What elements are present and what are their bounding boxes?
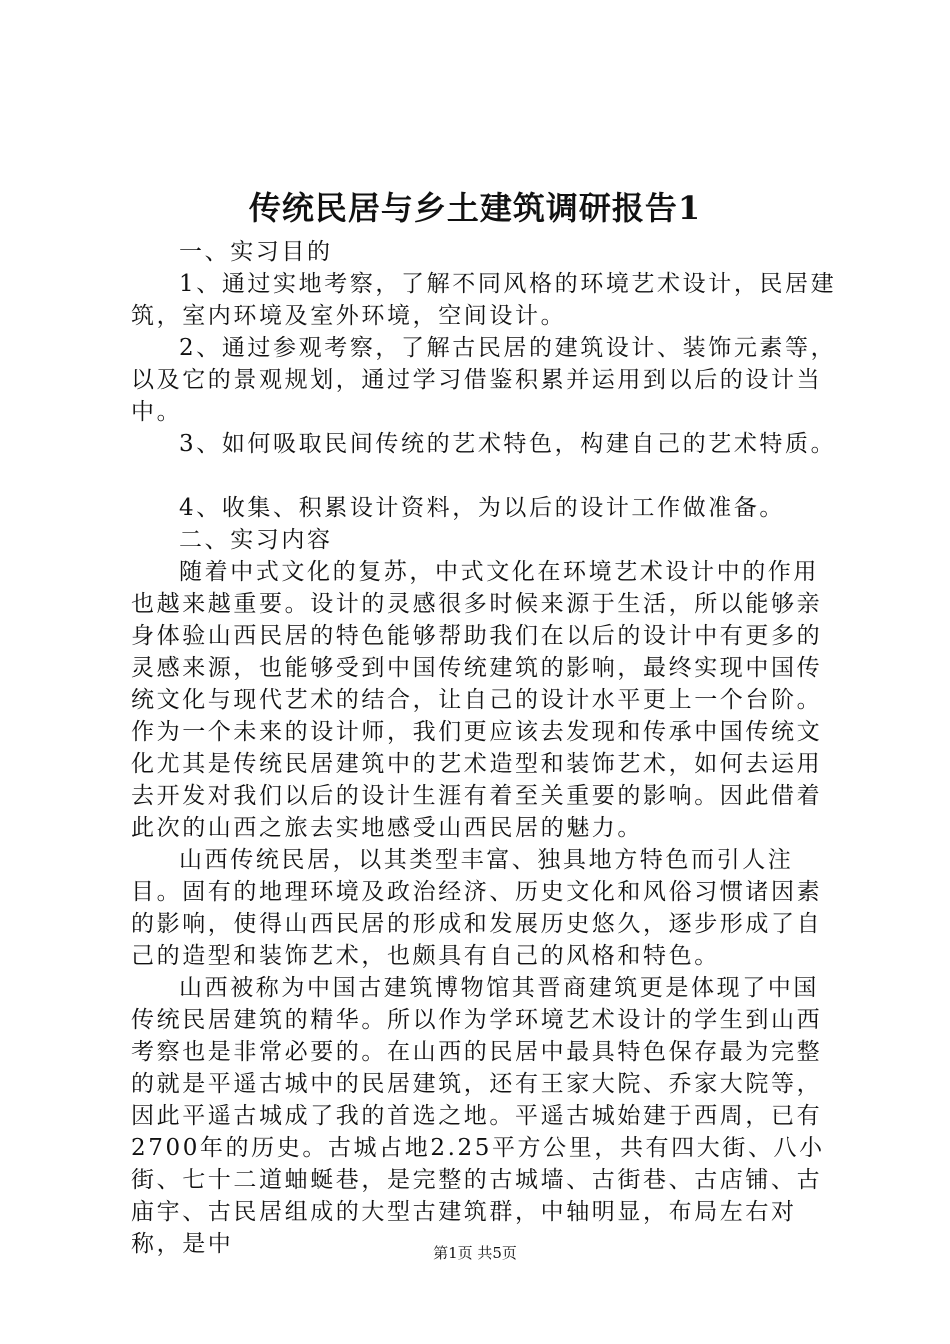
paragraph: 4、收集、积累设计资料，为以后的设计工作做准备。 [179, 495, 786, 521]
paragraph: 随着中式文化的复苏，中式文化在环境艺术设计中的作用也越来越重要。设计的灵感很多时候来源于生活，所以能够亲身体验山西民居的特色能够帮助我们在以后的设计中有更多的灵感来源，也能够受到中国传统建筑的影响，最终实现中国传统文化与现代艺术的结合，让自己的设计水平更上一个台阶。作为一个未来的设计师，我们更应该去发现和传承中国传统文化尤其是传统民居建筑中的艺术造型和装饰艺术，如何去运用去开发对我们以后的设计生涯有着至关重要的影响。因此借着此次的山西之旅去实地感受山西民居的魅力。 [131, 559, 823, 841]
paragraph: 2、通过参观考察，了解古民居的建筑设计、装饰元素等，以及它的景观规划，通过学习借鉴积累并运用到以后的设计当中。 [131, 335, 837, 425]
page-footer: 第1页 共5页 [433, 1244, 517, 1262]
paragraph: 山西传统民居，以其类型丰富、独具地方特色而引人注目。固有的地理环境及政治经济、历史文化和风俗习惯诸因素的影响，使得山西民居的形成和发展历史悠久，逐步形成了自己的造型和装饰艺术，也颇具有自己的风格和特色。 [131, 847, 823, 969]
paragraph: 山西被称为中国古建筑博物馆其晋商建筑更是体现了中国传统民居建筑的精华。所以作为学环境艺术设计的学生到山西考察也是非常必要的。在山西的民居中最具特色保存最为完整的就是平遥古城中的民居建筑，还有王家大院、乔家大院等，因此平遥古城成了我的首选之地。平遥古城始建于西周，已有2700年的历史。古城占地2.25平方公里，共有四大街、八小街、七十二道蚰蜒巷，是完整的古城墙、古街巷、古店铺、古庙宇、古民居组成的大型古建筑群，中轴明显，布局左右对称，是中 [131, 975, 825, 1257]
blank-line [131, 460, 843, 492]
section-heading-purpose: 一、实习目的 [179, 239, 333, 265]
document-title: 传统民居与乡土建筑调研报告1 [248, 189, 702, 227]
section-heading-content: 二、实习内容 [179, 527, 333, 553]
paragraph: 1、通过实地考察，了解不同风格的环境艺术设计，民居建筑，室内环境及室外环境，空间设计。 [131, 271, 837, 329]
paragraph: 3、如何吸取民间传统的艺术特色，构建自己的艺术特质。 [179, 431, 837, 457]
document-body [131, 236, 843, 1260]
